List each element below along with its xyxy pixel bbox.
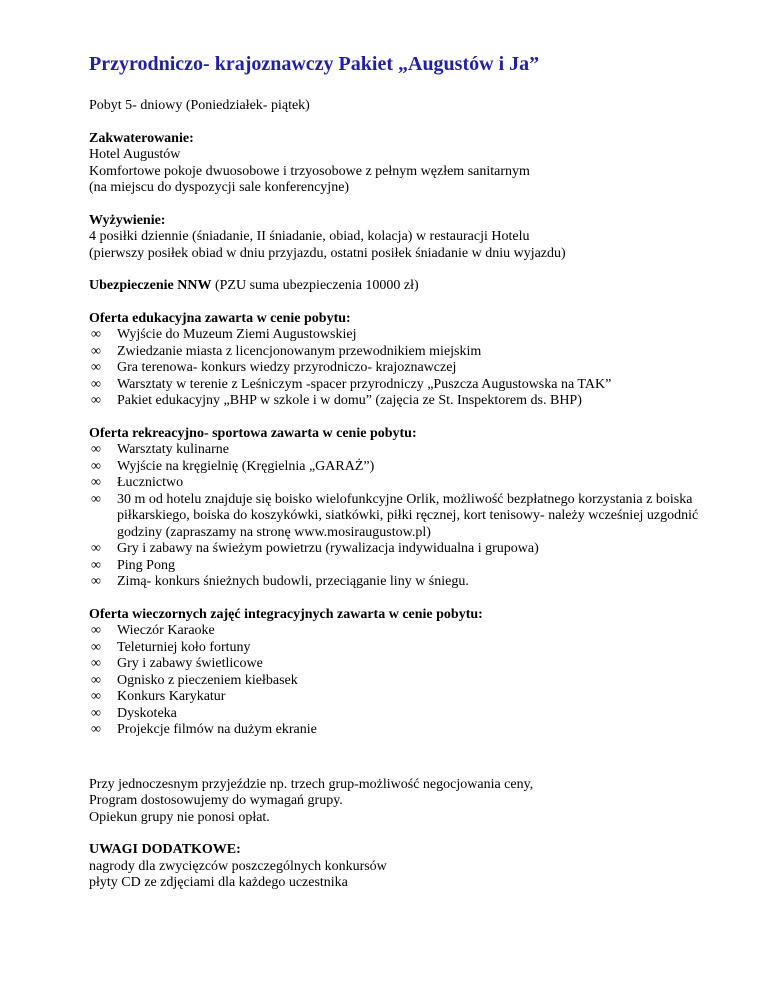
bullet-icon: ∞	[91, 672, 101, 688]
recreation-heading: Oferta rekreacyjno- sportowa zawarta w cenie pobytu:	[89, 425, 417, 441]
meals-section	[89, 213, 719, 263]
bullet-icon: ∞	[91, 541, 101, 556]
list-item	[89, 640, 719, 657]
education-section	[89, 311, 719, 410]
list-item-text: Wieczór Karaoke	[117, 623, 215, 638]
accommodation-section	[89, 131, 719, 197]
bullet-icon: ∞	[91, 574, 101, 589]
list-item	[89, 327, 719, 344]
extra-heading: UWAGI DODATKOWE:	[89, 842, 241, 857]
meals-heading: Wyżywienie:	[89, 212, 166, 228]
accommodation-line: (na miejscu do dyspozycji sale konferencyjne)	[89, 180, 350, 195]
insurance-heading: Ubezpieczenie NNW	[89, 278, 212, 293]
bullet-icon: ∞	[91, 623, 101, 638]
list-item-text: Wyjście na kręgielnię (Kręgielnia „GARAŻ”)	[117, 458, 375, 474]
extra-section	[89, 842, 719, 892]
stay-section	[89, 98, 719, 115]
list-item-text: Dyskoteka	[117, 705, 177, 721]
evening-heading: Oferta wieczornych zajęć integracyjnych zawarta w cenie pobytu:	[89, 606, 483, 622]
recreation-list	[89, 442, 719, 591]
bullet-icon: ∞	[91, 458, 101, 474]
bullet-icon: ∞	[91, 327, 101, 342]
insurance-section	[89, 278, 719, 295]
education-heading: Oferta edukacyjna zawarta w cenie pobytu:	[89, 310, 351, 326]
stay-duration: Pobyt 5- dniowy (Poniedziałek- piątek)	[89, 98, 310, 113]
page-title: Przyrodniczo- krajoznawczy Pakiet „Augustów i Ja”	[89, 53, 540, 75]
insurance-text	[89, 278, 719, 295]
bullet-icon: ∞	[91, 376, 101, 392]
list-item	[89, 393, 719, 410]
accommodation-heading: Zakwaterowanie:	[89, 130, 194, 146]
note-line: Opiekun grupy nie ponosi opłat.	[89, 809, 270, 825]
document-page	[89, 52, 719, 908]
bullet-icon: ∞	[91, 557, 101, 573]
education-list	[89, 327, 719, 410]
list-item	[89, 459, 719, 476]
list-item	[89, 475, 719, 492]
list-item-text: Warsztaty kulinarne	[117, 442, 229, 457]
bullet-icon: ∞	[91, 393, 101, 408]
list-item-text: Łucznictwo	[117, 475, 184, 490]
list-item-text: Zimą- konkurs śnieżnych budowli, przeciąganie liny w śniegu.	[117, 574, 469, 589]
bullet-icon: ∞	[91, 705, 101, 721]
list-item	[89, 574, 719, 591]
list-item	[89, 706, 719, 723]
list-item	[89, 722, 719, 739]
meals-line: (pierwszy posiłek obiad w dniu przyjazdu, ostatni posiłek śniadanie w dniu wyjazdu)	[89, 245, 566, 261]
accommodation-line: Komfortowe pokoje dwuosobowe i trzyosobowe z pełnym węzłem sanitarnym	[89, 163, 530, 179]
recreation-section	[89, 426, 719, 591]
list-item	[89, 377, 719, 394]
bullet-icon: ∞	[91, 343, 101, 359]
bullet-icon: ∞	[91, 475, 101, 490]
list-item	[89, 558, 719, 575]
bullet-icon: ∞	[91, 656, 101, 671]
list-item-text: Zwiedzanie miasta z licencjonowanym przewodnikiem miejskim	[117, 343, 482, 359]
note-line: Program dostosowujemy do wymagań grupy.	[89, 793, 343, 808]
bullet-icon: ∞	[91, 689, 101, 704]
bullet-icon: ∞	[91, 491, 101, 507]
bullet-icon: ∞	[91, 442, 101, 457]
accommodation-line: Hotel Augustów	[89, 147, 181, 162]
evening-section	[89, 607, 719, 739]
list-item-text: 30 m od hotelu znajduje się boisko wielofunkcyjne Orlik, możliwość bezpłatnego korzystania z boiska piłkarskiego, boiska do koszykówki, siatkówki, piłki ręcznej, kort tenisowy- należy wcześniej uzgodnić godziny (zapraszamy na stronę www.mosiraugustow.pl)	[117, 491, 699, 540]
notes-section	[89, 777, 719, 827]
list-item	[89, 541, 719, 558]
list-item	[89, 492, 719, 542]
list-item	[89, 623, 719, 640]
list-item-text: Gry i zabawy na świeżym powietrzu (rywalizacja indywidualna i grupowa)	[117, 541, 539, 556]
list-item-text: Ognisko z pieczeniem kiełbasek	[117, 672, 298, 688]
list-item-text: Konkurs Karykatur	[117, 689, 226, 704]
extra-line: płyty CD ze zdjęciami dla każdego uczestnika	[89, 875, 348, 890]
list-item	[89, 344, 719, 361]
list-item-text: Warsztaty w terenie z Leśniczym -spacer przyrodniczy „Puszcza Augustowska na TAK”	[117, 376, 612, 392]
list-item-text: Gra terenowa- konkurs wiedzy przyrodniczo- krajoznawczej	[117, 360, 457, 375]
bullet-icon: ∞	[91, 639, 101, 655]
list-item	[89, 656, 719, 673]
list-item	[89, 673, 719, 690]
extra-line: nagrody dla zwycięzców poszczególnych konkursów	[89, 858, 387, 874]
list-item-text: Projekcje filmów na dużym ekranie	[117, 722, 317, 737]
list-item-text: Gry i zabawy świetlicowe	[117, 656, 263, 671]
evening-list	[89, 623, 719, 739]
bullet-icon: ∞	[91, 722, 101, 737]
section-spacer	[89, 755, 719, 777]
list-item	[89, 360, 719, 377]
meals-line: 4 posiłki dziennie (śniadanie, II śniadanie, obiad, kolacja) w restauracji Hotelu	[89, 229, 530, 244]
list-item-text: Ping Pong	[117, 557, 175, 573]
list-item-text: Pakiet edukacyjny „BHP w szkole i w domu” (zajęcia ze St. Inspektorem ds. BHP)	[117, 393, 582, 408]
list-item	[89, 442, 719, 459]
insurance-note: (PZU suma ubezpieczenia 10000 zł)	[211, 278, 419, 293]
note-line: Przy jednoczesnym przyjeździe np. trzech grup-możliwość negocjowania ceny,	[89, 776, 534, 792]
list-item-text: Teleturniej koło fortuny	[117, 639, 251, 655]
list-item-text: Wyjście do Muzeum Ziemi Augustowskiej	[117, 327, 357, 342]
bullet-icon: ∞	[91, 360, 101, 375]
list-item	[89, 689, 719, 706]
